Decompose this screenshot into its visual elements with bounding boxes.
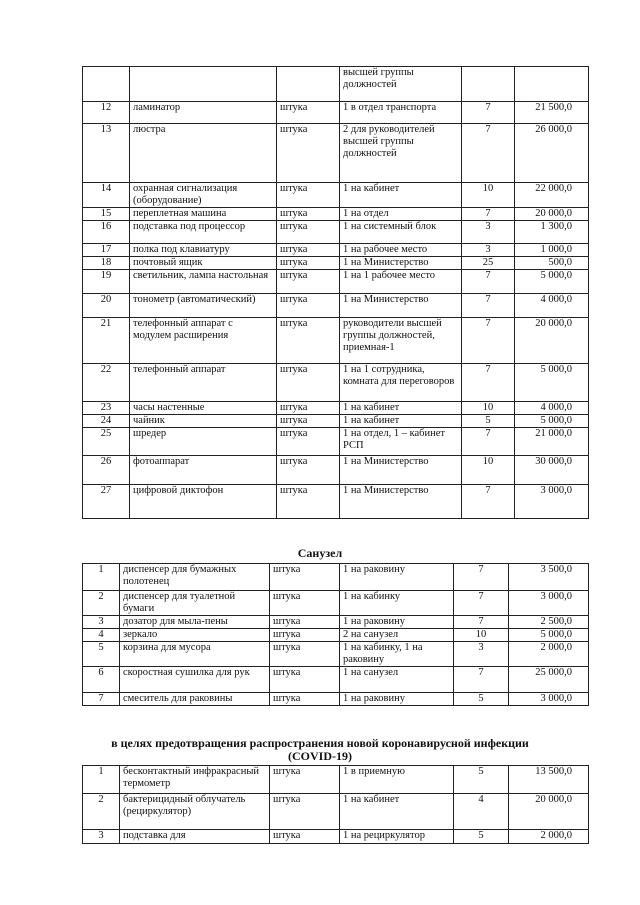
row-number: 18 [83, 257, 130, 270]
row-number: 2 [83, 591, 120, 616]
item-price: 3 500,0 [509, 564, 589, 591]
item-norm: высшей группы должностей [340, 67, 462, 102]
row-number: 19 [83, 270, 130, 294]
item-norm: 1 на 1 сотрудника, комната для переговоров [340, 364, 462, 402]
item-price: 13 500,0 [509, 766, 589, 794]
item-price: 3 000,0 [509, 693, 589, 706]
table-row [83, 221, 589, 244]
item-norm: 1 на 1 рабочее место [340, 270, 462, 294]
item-norm: 1 на отдел [340, 208, 462, 221]
item-unit: штука [277, 456, 340, 485]
item-name: смеситель для раковины [120, 693, 270, 706]
item-years: 7 [462, 318, 515, 364]
section-title-sanuzel: Санузел [297, 546, 343, 560]
row-number: 5 [83, 642, 120, 667]
item-price: 2 500,0 [509, 616, 589, 629]
item-price: 4 000,0 [515, 402, 589, 415]
item-norm: 1 на кабинет [340, 415, 462, 428]
item-price: 25 000,0 [509, 667, 589, 693]
table-row [83, 830, 589, 844]
item-years: 7 [462, 270, 515, 294]
item-norm: 1 на кабинет [340, 402, 462, 415]
item-norm: 1 на кабинет [340, 183, 462, 208]
row-number: 3 [83, 616, 120, 629]
item-unit: штука [270, 766, 340, 794]
item-price: 26 000,0 [515, 124, 589, 183]
item-unit: штука [277, 294, 340, 318]
row-number: 26 [83, 456, 130, 485]
item-price [515, 67, 589, 102]
item-name: шредер [130, 428, 277, 456]
item-unit: штука [270, 564, 340, 591]
item-price: 5 000,0 [515, 270, 589, 294]
item-years: 7 [454, 616, 509, 629]
item-price: 4 000,0 [515, 294, 589, 318]
row-number: 20 [83, 294, 130, 318]
row-number: 22 [83, 364, 130, 402]
item-price: 5 000,0 [515, 364, 589, 402]
item-unit: штука [277, 485, 340, 519]
table-row [83, 616, 589, 629]
table-row [83, 102, 589, 124]
table-row [83, 428, 589, 456]
item-name: телефонный аппарат с модулем расширения [130, 318, 277, 364]
row-number: 21 [83, 318, 130, 364]
row-number: 7 [83, 693, 120, 706]
item-years: 5 [454, 830, 509, 844]
row-number: 2 [83, 794, 120, 830]
item-price: 20 000,0 [515, 318, 589, 364]
table-row [83, 415, 589, 428]
row-number: 16 [83, 221, 130, 244]
item-unit: штука [277, 183, 340, 208]
row-number: 17 [83, 244, 130, 257]
table-row [83, 456, 589, 485]
item-price: 22 000,0 [515, 183, 589, 208]
item-price: 2 000,0 [509, 642, 589, 667]
item-unit: штука [270, 642, 340, 667]
table-row [83, 485, 589, 519]
item-name: цифровой диктофон [130, 485, 277, 519]
item-name: светильник, лампа настольная [130, 270, 277, 294]
row-number: 14 [83, 183, 130, 208]
item-norm: 1 в отдел транспорта [340, 102, 462, 124]
item-years: 10 [462, 402, 515, 415]
item-norm: 1 на Министерство [340, 257, 462, 270]
item-years [462, 67, 515, 102]
item-unit: штука [277, 318, 340, 364]
table-row [83, 270, 589, 294]
item-years: 3 [454, 642, 509, 667]
item-name: часы настенные [130, 402, 277, 415]
item-name: люстра [130, 124, 277, 183]
item-name: чайник [130, 415, 277, 428]
row-number: 1 [83, 766, 120, 794]
item-years: 7 [454, 667, 509, 693]
row-number: 6 [83, 667, 120, 693]
item-name: телефонный аппарат [130, 364, 277, 402]
table-row [83, 629, 589, 642]
item-unit: штука [277, 244, 340, 257]
item-years: 10 [462, 183, 515, 208]
item-name: корзина для мусора [120, 642, 270, 667]
row-number: 4 [83, 629, 120, 642]
item-name: скоростная сушилка для рук [120, 667, 270, 693]
row-number: 23 [83, 402, 130, 415]
item-unit: штука [270, 667, 340, 693]
item-norm: 1 на санузел [340, 667, 454, 693]
item-norm: 1 на раковину [340, 693, 454, 706]
item-unit: штука [277, 428, 340, 456]
item-name: фотоаппарат [130, 456, 277, 485]
item-name: подставка под процессор [130, 221, 277, 244]
item-years: 10 [454, 629, 509, 642]
item-norm: 1 на рециркулятор [340, 830, 454, 844]
item-price: 2 000,0 [509, 830, 589, 844]
item-unit: штука [270, 616, 340, 629]
item-norm: 2 для руководителей высшей группы должностей [340, 124, 462, 183]
item-norm: 1 на раковину [340, 564, 454, 591]
table-row [83, 244, 589, 257]
item-name: подставка для [120, 830, 270, 844]
item-price: 20 000,0 [509, 794, 589, 830]
item-unit: штука [270, 794, 340, 830]
item-name [130, 67, 277, 102]
section-title-covid-line1: в целях предотвращения распространения новой коронавирусной инфекции [111, 736, 529, 750]
table-row [83, 564, 589, 591]
item-price: 5 000,0 [509, 629, 589, 642]
item-years: 7 [454, 564, 509, 591]
item-price: 1 300,0 [515, 221, 589, 244]
item-years: 7 [462, 428, 515, 456]
section-title-covid-line2: (COVID-19) [288, 749, 352, 763]
item-name: тонометр (автоматический) [130, 294, 277, 318]
item-norm: 1 на рабочее место [340, 244, 462, 257]
row-number: 12 [83, 102, 130, 124]
table-row [83, 693, 589, 706]
item-years: 7 [462, 102, 515, 124]
item-name: диспенсер для бумажных полотенец [120, 564, 270, 591]
row-number [83, 67, 130, 102]
item-price: 20 000,0 [515, 208, 589, 221]
item-years: 7 [462, 294, 515, 318]
item-norm: 1 на кабинку [340, 591, 454, 616]
section-title-covid [0, 737, 640, 763]
item-norm: 1 на Министерство [340, 456, 462, 485]
item-years: 5 [462, 415, 515, 428]
covid-table [82, 765, 589, 844]
item-norm: 1 на Министерство [340, 294, 462, 318]
item-unit: штука [277, 102, 340, 124]
item-name: почтовый ящик [130, 257, 277, 270]
item-unit: штука [270, 830, 340, 844]
item-norm: 1 на отдел, 1 – кабинет РСП [340, 428, 462, 456]
item-name: бесконтактный инфракрасный термометр [120, 766, 270, 794]
item-unit: штука [277, 270, 340, 294]
row-number: 27 [83, 485, 130, 519]
item-price: 500,0 [515, 257, 589, 270]
item-price: 3 000,0 [509, 591, 589, 616]
item-price: 3 000,0 [515, 485, 589, 519]
table-row [83, 794, 589, 830]
item-name: охранная сигнализация (оборудование) [130, 183, 277, 208]
item-years: 7 [462, 208, 515, 221]
item-unit: штука [277, 402, 340, 415]
table-row [83, 67, 589, 102]
item-unit: штука [277, 257, 340, 270]
item-price: 21 000,0 [515, 428, 589, 456]
item-years: 25 [462, 257, 515, 270]
item-years: 7 [454, 591, 509, 616]
item-unit: штука [277, 208, 340, 221]
table-row [83, 364, 589, 402]
item-price: 1 000,0 [515, 244, 589, 257]
item-price: 21 500,0 [515, 102, 589, 124]
item-name: полка под клавиатуру [130, 244, 277, 257]
table-row [83, 257, 589, 270]
item-years: 5 [454, 693, 509, 706]
table-row [83, 124, 589, 183]
item-years: 5 [454, 766, 509, 794]
item-years: 7 [462, 485, 515, 519]
item-years: 7 [462, 124, 515, 183]
row-number: 13 [83, 124, 130, 183]
item-years: 4 [454, 794, 509, 830]
item-unit: штука [270, 629, 340, 642]
item-price: 5 000,0 [515, 415, 589, 428]
item-unit [277, 67, 340, 102]
item-norm: руководители высшей группы должностей, приемная-1 [340, 318, 462, 364]
row-number: 25 [83, 428, 130, 456]
item-name: бактерицидный облучатель (рециркулятор) [120, 794, 270, 830]
table-row [83, 642, 589, 667]
item-years: 3 [462, 244, 515, 257]
table-row [83, 294, 589, 318]
table-row [83, 766, 589, 794]
item-unit: штука [277, 124, 340, 183]
row-number: 1 [83, 564, 120, 591]
item-unit: штука [277, 415, 340, 428]
item-name: переплетная машина [130, 208, 277, 221]
table-row [83, 208, 589, 221]
row-number: 24 [83, 415, 130, 428]
table-row [83, 183, 589, 208]
item-norm: 1 на раковину [340, 616, 454, 629]
row-number: 3 [83, 830, 120, 844]
item-name: ламинатор [130, 102, 277, 124]
item-name: диспенсер для туалетной бумаги [120, 591, 270, 616]
item-unit: штука [270, 693, 340, 706]
table-row [83, 402, 589, 415]
item-unit: штука [270, 591, 340, 616]
table-row [83, 591, 589, 616]
item-unit: штука [277, 364, 340, 402]
sanuzel-table [82, 563, 589, 706]
item-norm: 1 на системный блок [340, 221, 462, 244]
item-norm: 1 на кабинку, 1 на раковину [340, 642, 454, 667]
table-row [83, 318, 589, 364]
item-price: 30 000,0 [515, 456, 589, 485]
item-norm: 2 на санузел [340, 629, 454, 642]
item-years: 3 [462, 221, 515, 244]
item-years: 7 [462, 364, 515, 402]
item-name: дозатор для мыла-пены [120, 616, 270, 629]
item-name: зеркало [120, 629, 270, 642]
item-norm: 1 на кабинет [340, 794, 454, 830]
item-years: 10 [462, 456, 515, 485]
item-norm: 1 на Министерство [340, 485, 462, 519]
row-number: 15 [83, 208, 130, 221]
equipment-table [82, 66, 589, 519]
item-norm: 1 в приемную [340, 766, 454, 794]
table-row [83, 667, 589, 693]
item-unit: штука [277, 221, 340, 244]
